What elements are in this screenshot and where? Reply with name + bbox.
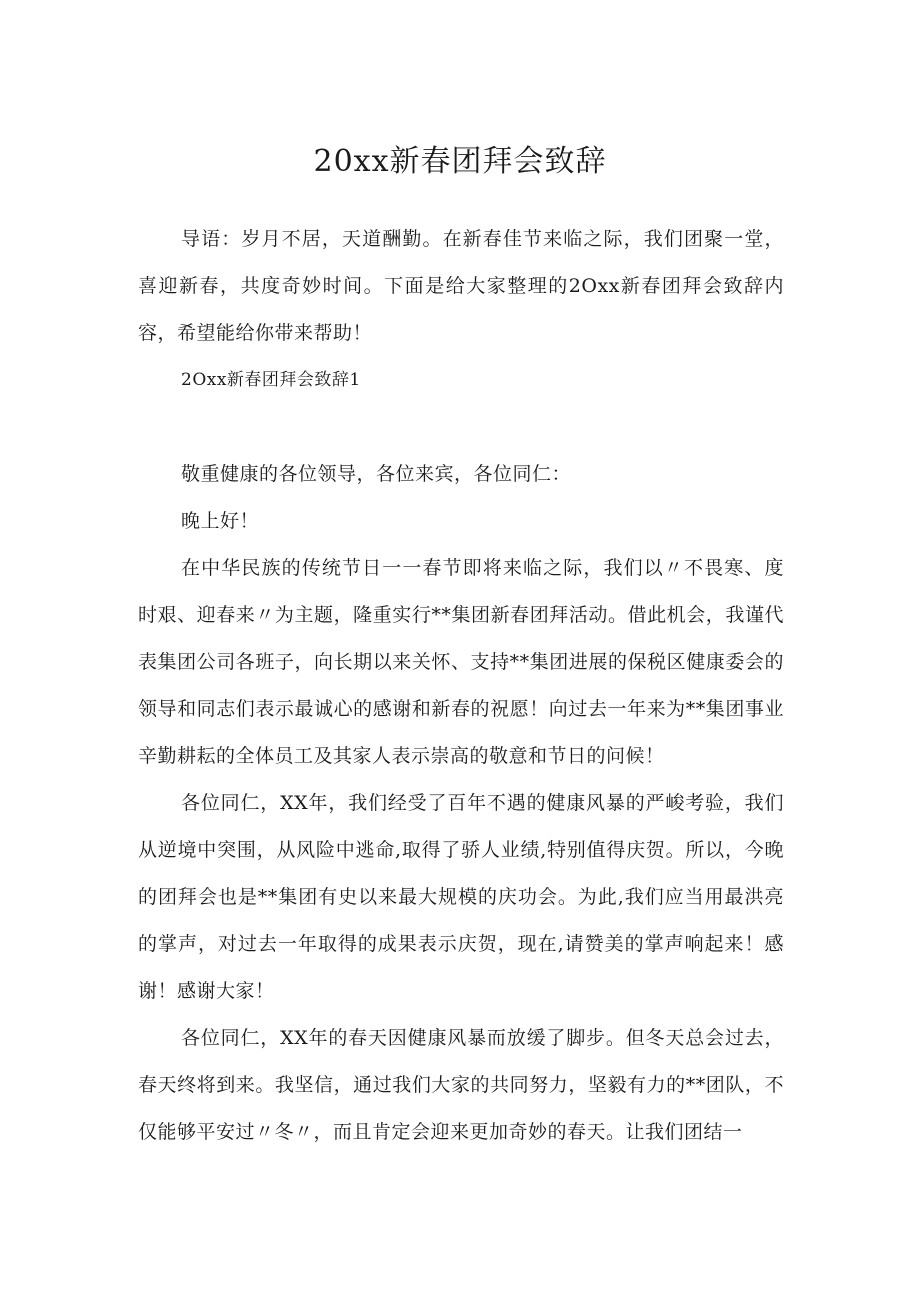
intro-paragraph: 导语：岁月不居，天道酬勤。在新春佳节来临之际，我们团聚一堂，喜迎新春，共度奇妙时间。下面是给大家整理的2Oxx新春团拜会致辞内容，希望能给你带来帮助！: [138, 228, 784, 344]
body-paragraph: 在中华民族的传统节日一一春节即将来临之际，我们以〃不畏寒、度时艰、迎春来〃为主题，隆重实行**集团新春团拜活动。借此机会，我谨代表集团公司各班子，向长期以来关怀、支持**集团进展的保税区健康委会的领导和同志们表示最诚心的感谢和新春的祝愿！向过去一年来为**集团事业辛勤耕耘的全体员工及其家人表示崇高的敬意和节日的问候！: [138, 557, 784, 767]
section-heading: 2Oxx新春团拜会致辞1: [181, 370, 361, 390]
document-title: 20xx新春团拜会致辞: [313, 144, 607, 179]
body-paragraph-greeting: 晚上好！: [181, 510, 260, 532]
body-paragraph-salutation: 敬重健康的各位领导，各位来宾，各位同仁：: [181, 463, 572, 485]
body-paragraph: 各位同仁，XX年的春天因健康风暴而放缓了脚步。但冬天总会过去，春天终将到来。我坚信，通过我们大家的共同努力，坚毅有力的**团队，不仅能够平安过〃冬〃，而且肯定会迎来更加奇妙的春天。让我们团结一: [138, 1027, 784, 1143]
body-paragraph: 各位同仁，XX年，我们经受了百年不遇的健康风暴的严峻考验，我们从逆境中突围，从风险中逃命,取得了骄人业绩,特别值得庆贺。所以，今晚的团拜会也是**集团有史以来最大规模的庆功会。为此,我们应当用最洪亮的掌声，对过去一年取得的成果表示庆贺，现在,请赞美的掌声响起来！感谢！感谢大家！: [138, 792, 784, 1002]
document-body: [138, 216, 784, 1156]
